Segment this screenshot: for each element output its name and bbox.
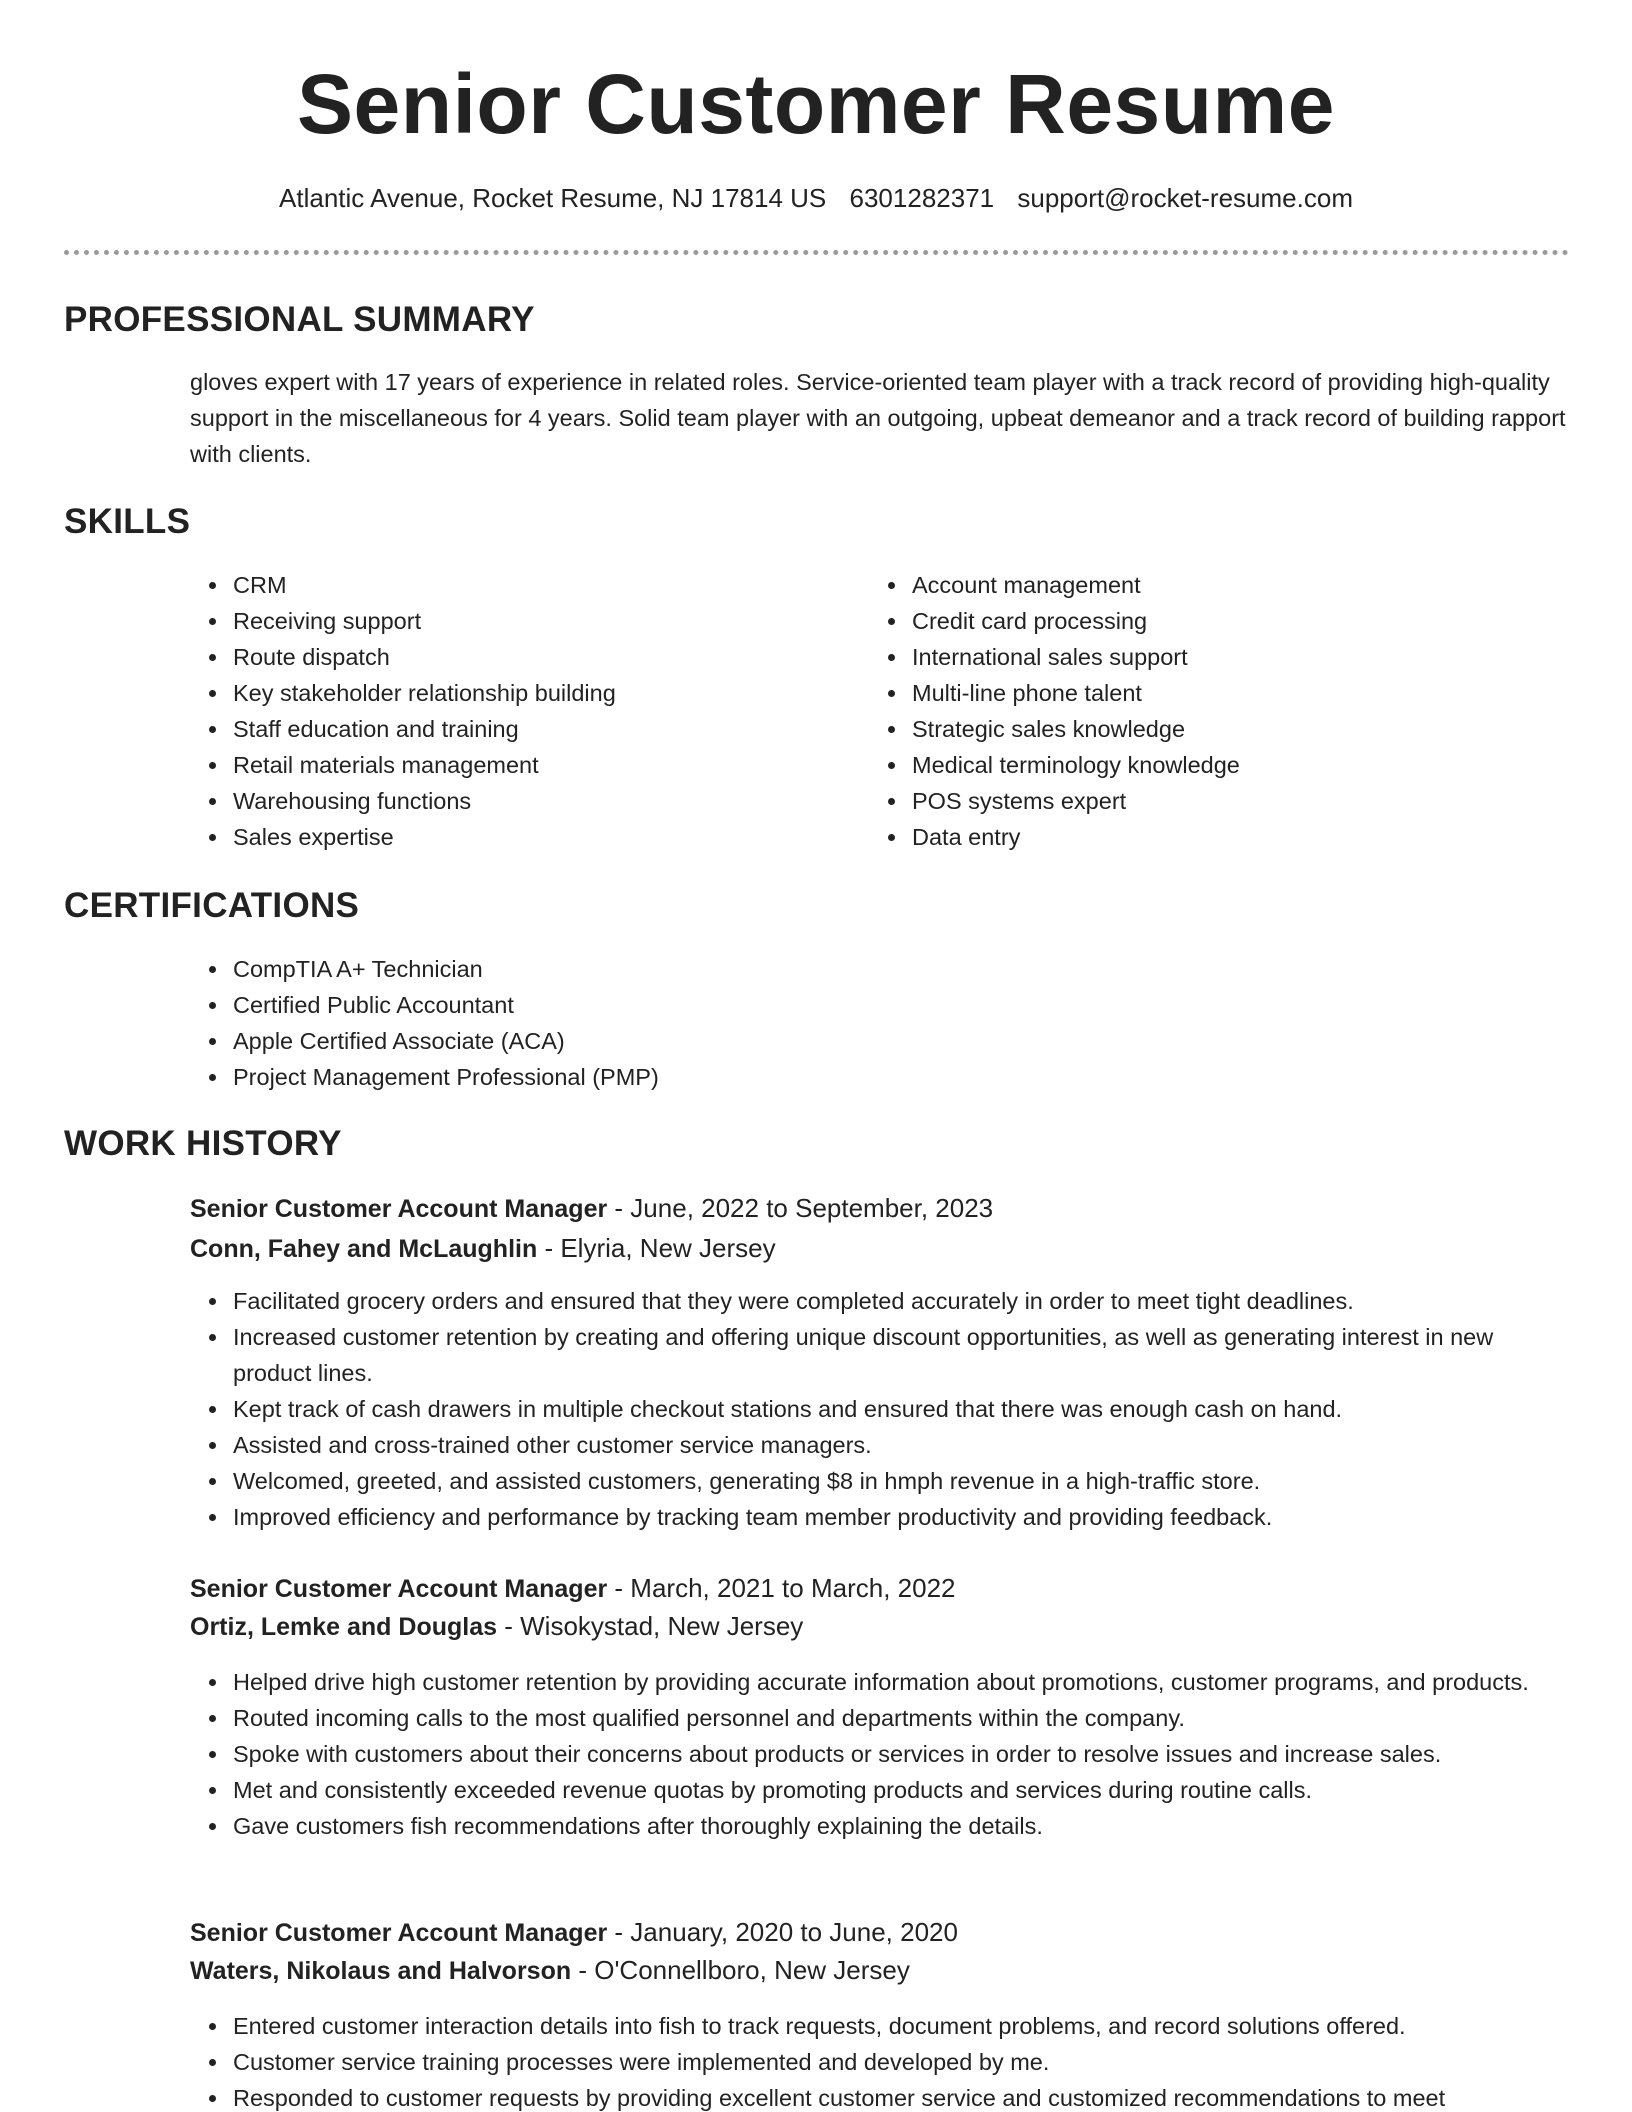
work-history-heading: WORK HISTORY [64,1124,342,1163]
job-location: - O'Connellboro, New Jersey [571,1955,910,1985]
list-item: Routed incoming calls to the most qualified personnel and departments within the company. [233,1700,1573,1736]
job-title-line [190,1190,993,1227]
job-company: Waters, Nikolaus and Halvorson [190,1957,572,1985]
list-item: Data entry [912,819,1532,855]
contact-line [0,180,1632,216]
job-location: - Wisokystad, New Jersey [497,1611,804,1641]
skills-heading: SKILLS [64,502,191,541]
summary-heading: PROFESSIONAL SUMMARY [64,300,535,339]
list-item: Assisted and cross-trained other customer service managers. [233,1427,1573,1463]
list-item: Welcomed, greeted, and assisted customers, generating $8 in hmph revenue in a high-traffic store. [233,1463,1573,1499]
skills-list-left [190,567,853,855]
job-title-line [190,1914,958,1951]
list-item: Increased customer retention by creating and offering unique discount opportunities, as well as generating interest in new product lines. [233,1319,1573,1391]
list-item: Helped drive high customer retention by providing accurate information about promotions, customer programs, and products. [233,1664,1573,1700]
list-item: Warehousing functions [233,783,853,819]
contact-address: Atlantic Avenue, Rocket Resume, NJ 17814 US [279,183,827,213]
certifications-list [190,951,1533,1095]
header-divider [64,250,1569,255]
list-item: Gave customers fish recommendations after thoroughly explaining the details. [233,1808,1573,1844]
certifications-heading: CERTIFICATIONS [64,886,360,925]
job-title-line [190,1570,956,1607]
job-company: Ortiz, Lemke and Douglas [190,1613,498,1641]
job-dates: - June, 2022 to September, 2023 [607,1193,994,1223]
list-item: Route dispatch [233,639,853,675]
job-title: Senior Customer Account Manager [190,1195,608,1223]
list-item: Account management [912,567,1532,603]
contact-email: support@rocket-resume.com [1017,183,1353,213]
list-item: Retail materials management [233,747,853,783]
list-item: Spoke with customers about their concerns about products or services in order to resolve issues and increase sales. [233,1736,1573,1772]
list-item: Key stakeholder relationship building [233,675,853,711]
list-item: Credit card processing [912,603,1532,639]
list-item: Multi-line phone talent [912,675,1532,711]
list-item: Entered customer interaction details into fish to track requests, document problems, and record solutions offered. [233,2008,1573,2044]
job-company-line [190,1230,776,1267]
job-location: - Elyria, New Jersey [537,1233,776,1263]
list-item: POS systems expert [912,783,1532,819]
list-item: CompTIA A+ Technician [233,951,1533,987]
resume-name: Senior Customer Resume [297,57,1335,151]
job-dates: - March, 2021 to March, 2022 [607,1573,956,1603]
job-company-line [190,1952,910,1989]
job-title: Senior Customer Account Manager [190,1919,608,1947]
summary-text: gloves expert with 17 years of experience in related roles. Service-oriented team player with a track record of providing high-quality support in the miscellaneous for 4 years. Solid team player with an outgoing, upbeat demeanor and a track record of building rapport with clients. [190,369,1566,467]
list-item: Strategic sales knowledge [912,711,1532,747]
list-item: Receiving support [233,603,853,639]
contact-phone: 6301282371 [849,183,995,213]
job-company-line [190,1608,803,1645]
list-item: CRM [233,567,853,603]
job-bullets [190,1664,1573,1844]
list-item: Sales expertise [233,819,853,855]
job-bullets [190,1283,1573,1535]
skills-list-right [869,567,1532,855]
list-item: International sales support [912,639,1532,675]
list-item: Kept track of cash drawers in multiple checkout stations and ensured that there was enough cash on hand. [233,1391,1573,1427]
list-item: Certified Public Accountant [233,987,1533,1023]
job-title: Senior Customer Account Manager [190,1575,608,1603]
list-item: Responded to customer requests by providing excellent customer service and customized recommendations to meet [233,2080,1573,2112]
list-item: Met and consistently exceeded revenue quotas by promoting products and services during routine calls. [233,1772,1573,1808]
list-item: Customer service training processes were implemented and developed by me. [233,2044,1573,2080]
job-dates: - January, 2020 to June, 2020 [607,1917,958,1947]
list-item: Staff education and training [233,711,853,747]
list-item: Facilitated grocery orders and ensured that they were completed accurately in order to meet tight deadlines. [233,1283,1573,1319]
job-company: Conn, Fahey and McLaughlin [190,1235,538,1263]
list-item: Medical terminology knowledge [912,747,1532,783]
list-item: Project Management Professional (PMP) [233,1059,1533,1095]
list-item: Apple Certified Associate (ACA) [233,1023,1533,1059]
list-item: Improved efficiency and performance by tracking team member productivity and providing feedback. [233,1499,1573,1535]
job-bullets [190,2008,1573,2112]
